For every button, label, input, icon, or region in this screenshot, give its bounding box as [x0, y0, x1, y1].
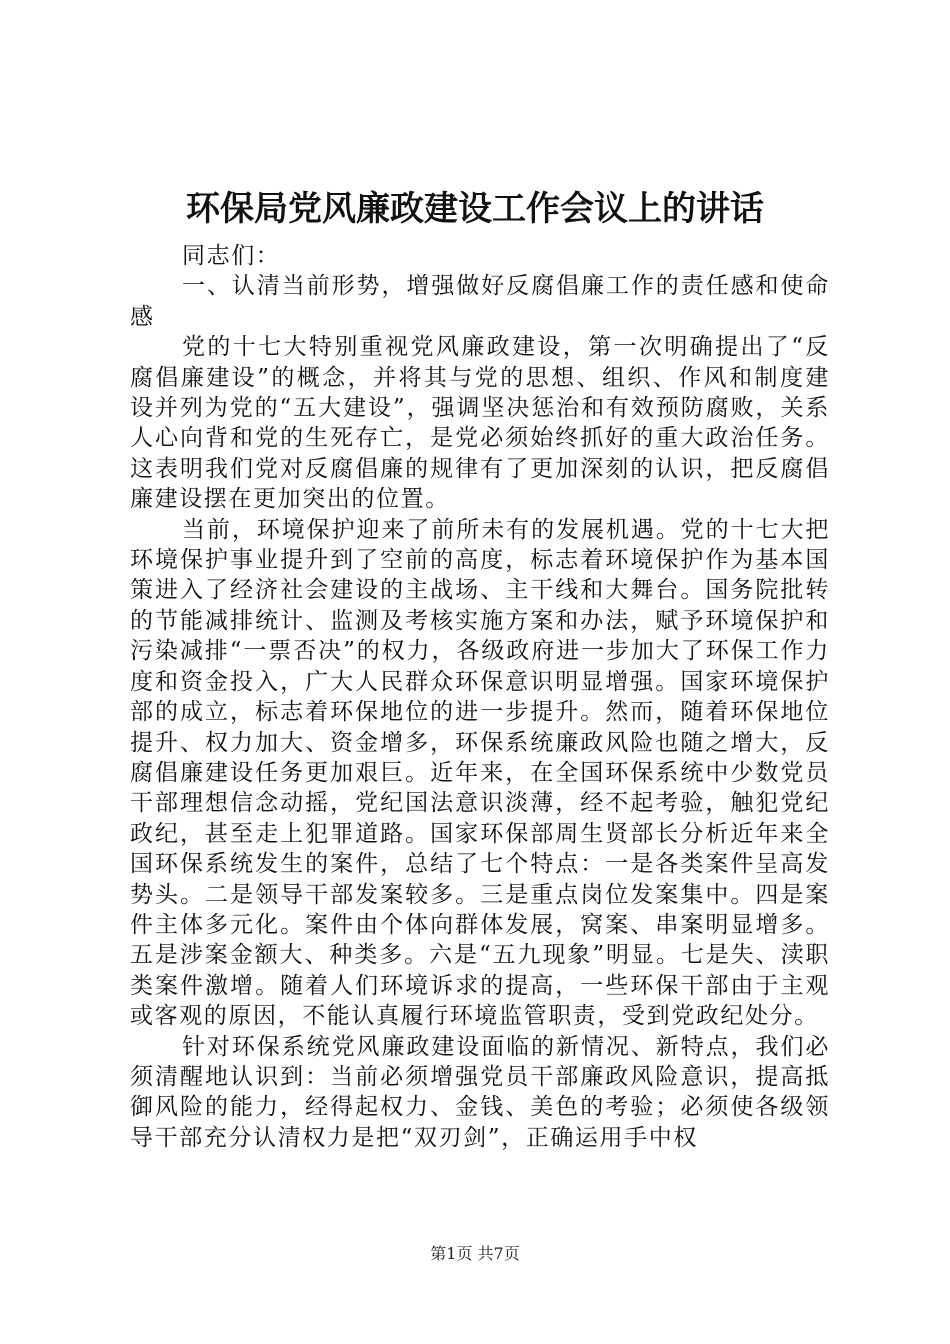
body-paragraph: 当前，环境保护迎来了前所未有的发展机遇。党的十七大把环境保护事业提升到了空前的高度，标志着环境保护作为基本国策进入了经济社会建设的主战场、主干线和大舞台。国务院批转的节能减排统计、监测及考核实施方案和办法，赋予环境保护和污染减排“一票否决”的权力，各级政府进一步加大了环保工作力度和资金投入，广大人民群众环保意识明显增强。国家环境保护部的成立，标志着环保地位的进一步提升。然而，随着环保地位提升、权力加大、资金增多，环保系统廉政风险也随之增大，反腐倡廉建设任务更加艰巨。近年来，在全国环保系统中少数党员干部理想信念动摇，党纪国法意识淡薄，经不起考验，触犯党纪政纪，甚至走上犯罪道路。国家环保部周生贤部长分析近年来全国环保系统发生的案件，总结了七个特点：一是各类案件呈高发势头。二是领导干部发案较多。三是重点岗位发案集中。四是案件主体多元化。案件由个体向群体发展，窝案、串案明显增多。五是涉案金额大、种类多。六是“五九现象”明显。七是失、渎职类案件激增。随着人们环境诉求的提高，一些环保干部由于主观或客观的原因，不能认真履行环境监管职责，受到党政纪处分。 — [130, 516, 830, 1030]
salutation: 同志们： — [182, 243, 281, 269]
section-heading: 一、认清当前形势，增强做好反腐倡廉工作的责任感和使命感 — [130, 273, 830, 330]
document-title: 环保局党风廉政建设工作会议上的讲话 — [186, 189, 764, 229]
document-body — [130, 241, 830, 1153]
page-number-footer: 第1页 共7页 — [430, 1244, 520, 1263]
body-paragraph: 针对环保系统党风廉政建设面临的新情况、新特点，我们必须清醒地认识到：当前必须增强党员干部廉政风险意识，提高抵御风险的能力，经得起权力、金钱、美色的考验；必须使各级领导干部充分认清权力是把“双刃剑”，正确运用手中权 — [130, 1033, 830, 1151]
body-paragraph: 党的十七大特别重视党风廉政建设，第一次明确提出了“反腐倡廉建设”的概念，并将其与党的思想、组织、作风和制度建设并列为党的“五大建设”，强调坚决惩治和有效预防腐败，关系人心向背和党的生死存亡，是党必须始终抓好的重大政治任务。这表明我们党对反腐倡廉的规律有了更加深刻的认识，把反腐倡廉建设摆在更加突出的位置。 — [130, 334, 830, 513]
